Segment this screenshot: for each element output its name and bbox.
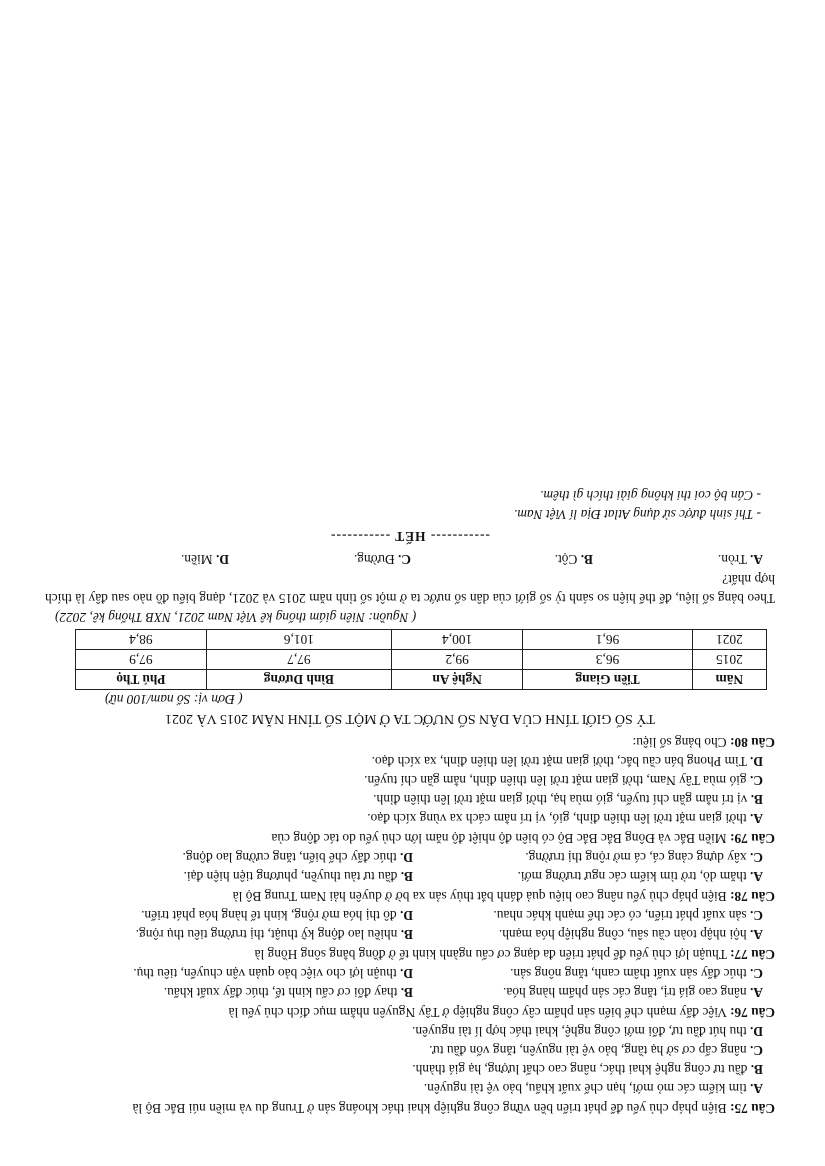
table-cell: 99,2 (391, 650, 522, 670)
option-d: D. thuận lợi cho việc bảo quản vận chuyển, tiêu thụ. (133, 966, 413, 981)
question-text: Thuận lợi chủ yếu để phát triển đa dạng cơ cấu ngành kinh tế ở đồng bằng sông Hồng là (254, 947, 727, 962)
table-title: TỶ SỐ GIỚI TÍNH CỦA DÂN SỐ NƯỚC TA Ở MỘT SỐ TỈNH NĂM 2015 VÀ 2021 (165, 711, 655, 726)
option-b: B. Cột. (554, 552, 593, 567)
option-a: A. tìm kiếm các mỏ mới, hạn chế xuất khẩu, bảo vệ tài nguyên. (423, 1081, 763, 1096)
table-row (76, 650, 767, 670)
question-number: Câu 78: (729, 889, 775, 904)
option-b: B. nhiều lao động kỹ thuật, thị trường tiêu thụ rộng. (135, 927, 413, 942)
question-80-prompt: Theo bảng số liệu, để thể hiện so sánh tỷ số giới của dân số nước ta ở một số tỉnh năm 2015 và 2021, dạng biểu đồ nào sau đây là thích hợp nhất? (45, 572, 775, 606)
question-text: Miền Bắc và Đông Bắc Bắc Bộ có biên độ nhiệt độ năm lớn chủ yếu do tác động của (271, 831, 727, 846)
table-cell: 98,4 (76, 630, 207, 650)
question-number: Câu 76: (729, 1005, 775, 1020)
question-text: Việc đẩy mạnh chế biến sản phẩm cây công nghiệp ở Tây Nguyên nhằm mục đích chủ yếu là (228, 1005, 727, 1020)
table-cell: 96,3 (523, 650, 692, 670)
options-row (45, 906, 775, 925)
question-number: Câu 79: (729, 831, 775, 846)
option-c: C. nâng cấp cơ sở hạ tầng, bảo vệ tài nguyên, tăng vốn đầu tư. (429, 1043, 763, 1058)
option-a: A. thời gian mặt trời lên thiên đỉnh, gió, vị trí nằm cách xa vùng xích đạo. (367, 811, 763, 826)
option-d: D. đô thị hóa mở rộng, kinh tế hàng hóa phát triển. (141, 908, 413, 923)
option-a: A. thăm dò, trở tìm kiếm các ngư trường mới. (517, 869, 763, 884)
option-d: D. thúc đẩy chế biến, tăng cường lao động. (182, 850, 413, 865)
option-b: B. đầu tư công nghệ khai thác, nâng cao chất lượng, hạ giá thành. (412, 1062, 763, 1077)
table-source: ( Nguồn: Niên giám thống kê Việt Nam 2021, NXB Thống kê, 2022) (55, 610, 417, 625)
option-c: C. thúc đẩy sản xuất thâm canh, tăng nông sản. (510, 966, 763, 981)
option-b: B. thay đổi cơ cấu kinh tế, thúc đẩy xuất khẩu. (163, 985, 413, 1000)
options-row (45, 964, 775, 983)
table-header: Bình Dương (206, 670, 391, 690)
question-number: Câu 77: (729, 947, 775, 962)
table-header: Tiền Giang (523, 670, 692, 690)
option-d: D. Miền. (180, 552, 229, 567)
question-75 (45, 1099, 775, 1118)
question-76 (45, 1003, 775, 1022)
question-text: Cho bảng số liệu: (632, 735, 727, 750)
question-text: Biện pháp chủ yếu nâng cao hiệu quả đánh bắt thủy sản xa bờ ở duyên hải Nam Trung Bộ là (232, 889, 727, 904)
option-c: C. xây dựng cảng cá, cá mở rộng thị trường. (525, 850, 763, 865)
table-cell: 2021 (692, 630, 766, 650)
data-table (75, 629, 767, 690)
table-cell: 97,9 (76, 650, 207, 670)
options-row (45, 550, 775, 569)
table-header: Năm (692, 670, 766, 690)
table-cell: 100,4 (391, 630, 522, 650)
question-77 (45, 945, 775, 964)
option-d: D. Tìm Phong bán cầu bắc, thời gian mặt trời lên thiên đỉnh, xa xích đạo. (371, 754, 763, 769)
option-c: C. Đường. (353, 552, 411, 567)
table-unit: ( Đơn vị: Số nam/100 nữ) (105, 692, 243, 707)
options-row (45, 983, 775, 1002)
option-a: A. Tròn. (717, 552, 763, 567)
options-row (45, 848, 775, 867)
table-cell: 96,1 (523, 630, 692, 650)
options-row (45, 867, 775, 886)
question-78 (45, 887, 775, 906)
option-d: D. thu hút đầu tư, đổi mới công nghệ, khai thác hợp lí tài nguyên. (412, 1024, 763, 1039)
option-b: B. đầu tư tàu thuyền, phương tiện hiện đại. (183, 869, 413, 884)
option-a: A. nâng cao giá trị, tăng các sản phẩm hàng hóa. (503, 985, 763, 1000)
table-cell: 101,6 (206, 630, 391, 650)
option-b: B. vị trí nằm gần chí tuyến, gió mùa hạ, thời gian mặt trời lên thiên đỉnh. (373, 792, 763, 807)
table-row (76, 630, 767, 650)
table-header: Phú Thọ (76, 670, 207, 690)
table-cell: 97,7 (206, 650, 391, 670)
exam-notes (45, 486, 775, 524)
option-c: C. sản xuất phát triển, có các thế mạnh khác nhau. (493, 908, 763, 923)
table-cell: 2015 (692, 650, 766, 670)
option-a: A. hội nhập toàn cầu sâu, công nghiệp hóa mạnh. (498, 927, 763, 942)
question-text: Biện pháp chủ yếu để phát triển bền vững công nghiệp khai thác khoáng sản ở Trung du và miền núi Bắc Bộ là (132, 1101, 727, 1116)
table-header-row (76, 670, 767, 690)
note-line: - Cán bộ coi thi không giải thích gì thêm. (540, 488, 761, 503)
option-c: C. gió mùa Tây Nam, thời gian mặt trời lên thiên đỉnh, nằm gần chí tuyến. (364, 773, 763, 788)
question-number: Câu 75: (729, 1101, 775, 1116)
question-79 (45, 829, 775, 848)
table-header: Nghệ An (391, 670, 522, 690)
exam-content (45, 486, 775, 1118)
options-row (45, 925, 775, 944)
question-number: Câu 80: (729, 735, 775, 750)
question-80 (45, 733, 775, 752)
note-line: - Thí sinh được sử dụng Atlat Địa lí Việt Nam. (513, 507, 761, 522)
end-marker: ----------- HẾT ----------- (330, 529, 490, 544)
